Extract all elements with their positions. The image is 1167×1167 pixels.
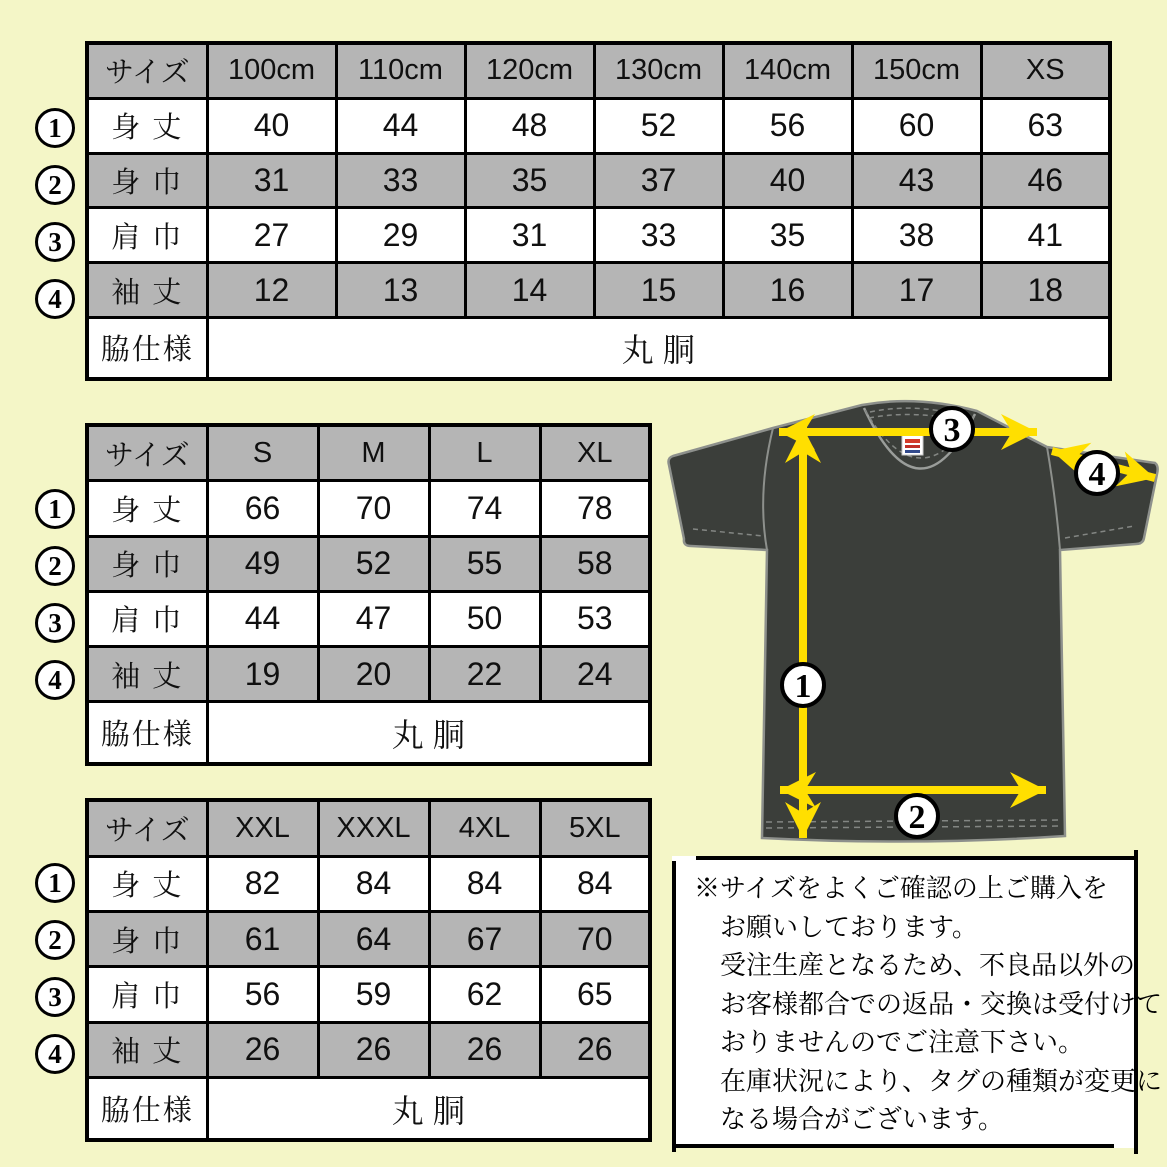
size-cell: 33 (336, 153, 465, 208)
row-marker-width-3 (35, 920, 75, 960)
marker-number: 4 (48, 283, 62, 314)
col-header: 150cm (852, 43, 981, 98)
size-cell: 60 (852, 98, 981, 153)
row-marker-sleeve-1 (35, 279, 75, 319)
marker-number: 1 (48, 493, 62, 524)
marker-number: 3 (48, 981, 62, 1012)
size-cell: 17 (852, 263, 981, 318)
size-cell: 26 (540, 1022, 650, 1077)
notice-border-bottom (672, 1144, 1114, 1148)
col-header-size: サイズ (87, 425, 207, 481)
table-header-row (87, 800, 650, 856)
col-header: XS (981, 43, 1110, 98)
size-cell: 58 (540, 536, 650, 591)
measure-label: 身 丈 (87, 856, 207, 911)
row-marker-length-1 (35, 108, 75, 148)
col-header: 140cm (723, 43, 852, 98)
size-cell: 31 (207, 153, 336, 208)
size-cell: 82 (207, 856, 318, 911)
table-row-side-spec (87, 317, 1110, 379)
table-row-body-width (87, 153, 1110, 208)
size-cell: 26 (429, 1022, 540, 1077)
size-cell: 27 (207, 208, 336, 263)
size-table-big (85, 798, 652, 1142)
size-cell: 43 (852, 153, 981, 208)
size-cell: 38 (852, 208, 981, 263)
size-cell: 53 (540, 591, 650, 646)
size-cell: 40 (207, 98, 336, 153)
notice-line: ※サイズをよくご確認の上ご購入を (694, 873, 1108, 903)
measure-label: 身 丈 (87, 98, 207, 153)
size-cell: 74 (429, 481, 540, 536)
side-spec-value: 丸 胴 (207, 1078, 650, 1140)
size-cell: 44 (207, 591, 318, 646)
size-cell: 48 (465, 98, 594, 153)
diagram-marker-sleeve: 4 (1088, 456, 1106, 493)
table-row-side-spec (87, 702, 650, 764)
row-marker-sleeve-2 (35, 660, 75, 700)
marker-number: 1 (48, 112, 62, 143)
size-cell: 33 (594, 208, 723, 263)
table-row-shoulder-width (87, 967, 650, 1022)
col-header: M (318, 425, 429, 481)
col-header: XXXL (318, 800, 429, 856)
col-header: 100cm (207, 43, 336, 98)
measure-label: 肩 巾 (87, 967, 207, 1022)
notice-line: なる場合がございます。 (720, 1104, 1004, 1134)
col-header-size: サイズ (87, 43, 207, 98)
measure-label: 身 丈 (87, 481, 207, 536)
size-cell: 12 (207, 263, 336, 318)
measure-label: 脇仕様 (87, 317, 207, 379)
marker-number: 2 (48, 550, 62, 581)
row-marker-width-2 (35, 546, 75, 586)
table-header-row (87, 425, 650, 481)
row-marker-shoulder-2 (35, 603, 75, 643)
size-cell: 19 (207, 647, 318, 702)
size-cell: 41 (981, 208, 1110, 263)
table-row-shoulder-width (87, 208, 1110, 263)
table-row-body-length (87, 98, 1110, 153)
size-cell: 61 (207, 911, 318, 966)
size-cell: 13 (336, 263, 465, 318)
size-cell: 46 (981, 153, 1110, 208)
size-table-kids (85, 41, 1112, 381)
table-row-body-length (87, 856, 650, 911)
col-header: 5XL (540, 800, 650, 856)
size-cell: 26 (318, 1022, 429, 1077)
marker-number: 1 (48, 867, 62, 898)
notice-line: 在庫状況により、タグの種類が変更に (720, 1065, 1163, 1096)
row-marker-length-3 (35, 863, 75, 903)
size-cell: 37 (594, 153, 723, 208)
size-cell: 65 (540, 967, 650, 1022)
table-row-sleeve-length (87, 1022, 650, 1077)
col-header: 110cm (336, 43, 465, 98)
size-cell: 22 (429, 647, 540, 702)
size-cell: 35 (723, 208, 852, 263)
marker-number: 2 (48, 169, 62, 200)
size-cell: 52 (318, 536, 429, 591)
size-cell: 67 (429, 911, 540, 966)
size-cell: 55 (429, 536, 540, 591)
size-cell: 40 (723, 153, 852, 208)
notice-box (672, 856, 1163, 1148)
brand-label-icon (902, 435, 923, 455)
size-cell: 50 (429, 591, 540, 646)
size-cell: 59 (318, 967, 429, 1022)
measure-label: 脇仕様 (87, 702, 207, 764)
size-cell: 62 (429, 967, 540, 1022)
size-cell: 35 (465, 153, 594, 208)
size-cell: 70 (318, 481, 429, 536)
size-cell: 84 (540, 856, 650, 911)
diagram-marker-length: 1 (794, 668, 812, 705)
table-row-side-spec (87, 1078, 650, 1140)
row-marker-sleeve-3 (35, 1034, 75, 1074)
row-marker-shoulder-1 (35, 222, 75, 262)
col-header: 4XL (429, 800, 540, 856)
notice-line: お願いしております。 (720, 911, 978, 942)
table-row-body-length (87, 481, 650, 536)
measure-label: 袖 丈 (87, 647, 207, 702)
measure-label: 肩 巾 (87, 591, 207, 646)
notice-border-left (672, 861, 676, 1152)
size-cell: 52 (594, 98, 723, 153)
notice-border-top (696, 856, 1138, 860)
col-header: 130cm (594, 43, 723, 98)
col-header-size: サイズ (87, 800, 207, 856)
notice-line: 受注生産となるため、不良品以外の (720, 950, 1135, 980)
size-cell: 26 (207, 1022, 318, 1077)
col-header: S (207, 425, 318, 481)
size-cell: 70 (540, 911, 650, 966)
size-cell: 47 (318, 591, 429, 646)
tshirt-diagram (655, 395, 1167, 860)
col-header: 120cm (465, 43, 594, 98)
table-row-body-width (87, 911, 650, 966)
table-row-shoulder-width (87, 591, 650, 646)
notice-line: おりませんのでご注意下さい。 (720, 1027, 1085, 1057)
measure-label: 脇仕様 (87, 1078, 207, 1140)
measure-label: 袖 丈 (87, 1022, 207, 1077)
size-cell: 15 (594, 263, 723, 318)
size-cell: 63 (981, 98, 1110, 153)
size-cell: 31 (465, 208, 594, 263)
row-marker-length-2 (35, 489, 75, 529)
side-spec-value: 丸 胴 (207, 702, 650, 764)
size-cell: 44 (336, 98, 465, 153)
measure-label: 肩 巾 (87, 208, 207, 263)
size-cell: 20 (318, 647, 429, 702)
size-cell: 84 (429, 856, 540, 911)
marker-number: 3 (48, 607, 62, 638)
table-row-sleeve-length (87, 647, 650, 702)
marker-number: 4 (48, 1038, 62, 1069)
size-cell: 29 (336, 208, 465, 263)
notice-text (694, 869, 1162, 1139)
side-spec-value: 丸 胴 (207, 317, 1110, 379)
measure-label: 身 巾 (87, 911, 207, 966)
size-cell: 56 (207, 967, 318, 1022)
notice-line: お客様都合での返品・交換は受付けて (720, 988, 1163, 1019)
col-header: XL (540, 425, 650, 481)
size-cell: 84 (318, 856, 429, 911)
diagram-marker-width: 2 (908, 799, 926, 836)
size-cell: 49 (207, 536, 318, 591)
size-cell: 56 (723, 98, 852, 153)
size-cell: 16 (723, 263, 852, 318)
table-row-body-width (87, 536, 650, 591)
table-row-sleeve-length (87, 263, 1110, 318)
measure-label: 袖 丈 (87, 263, 207, 318)
row-marker-shoulder-3 (35, 977, 75, 1017)
size-cell: 66 (207, 481, 318, 536)
diagram-marker-shoulder: 3 (943, 412, 961, 449)
col-header: L (429, 425, 540, 481)
marker-number: 3 (48, 226, 62, 257)
marker-number: 4 (48, 664, 62, 695)
size-cell: 24 (540, 647, 650, 702)
size-cell: 78 (540, 481, 650, 536)
size-cell: 18 (981, 263, 1110, 318)
row-marker-width-1 (35, 165, 75, 205)
marker-number: 2 (48, 924, 62, 955)
col-header: XXL (207, 800, 318, 856)
size-table-adult (85, 423, 652, 766)
size-cell: 64 (318, 911, 429, 966)
table-header-row (87, 43, 1110, 98)
measure-label: 身 巾 (87, 536, 207, 591)
measure-label: 身 巾 (87, 153, 207, 208)
size-cell: 14 (465, 263, 594, 318)
